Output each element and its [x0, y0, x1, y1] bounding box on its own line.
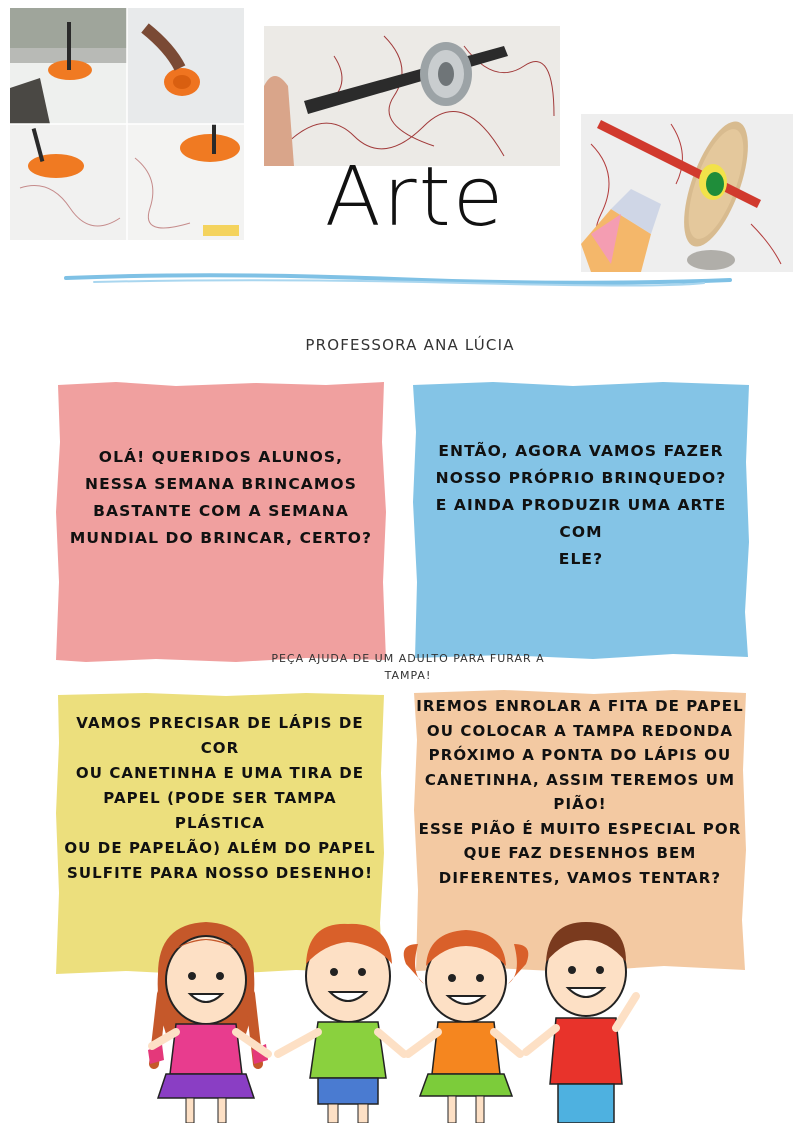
- instructions-text: IREMOS ENROLAR A FITA DE PAPEL OU COLOCAR A TAMPA REDONDA PRÓXIMO A PONTA DO LÁPIS OU CANETINHA, ASSIM TEREMOS UM PIÃO! ESSE PIÃO É MUITO ESPECIAL POR QUE FAZ DESENHOS BEM DIFERENTES, VAMOS TENTAR?: [416, 697, 744, 887]
- pencil-cardboard-disc-photo: [581, 114, 793, 272]
- page-title: Arte: [324, 150, 506, 245]
- materials-text: VAMOS PRECISAR DE LÁPIS DE COR OU CANETINHA E UMA TIRA DE PAPEL (PODE SER TAMPA PLÁSTICA OU DE PAPELÃO) ALÉM DO PAPEL SULFITE PARA NOSSO DESENHO!: [64, 714, 376, 882]
- boy-red-shirt: [526, 922, 636, 1123]
- girl-orange-shirt: [404, 930, 529, 1123]
- pencil-paper-roll-photo: [264, 26, 560, 166]
- title-underline-decoration: [64, 270, 732, 290]
- spinning-top-collage-photo: [10, 8, 244, 240]
- children-holding-hands-illustration: [128, 914, 656, 1123]
- greeting-card: [56, 382, 386, 662]
- question-text: ENTÃO, AGORA VAMOS FAZER NOSSO PRÓPRIO BRINQUEDO? E AINDA PRODUZIR UMA ARTE COM ELE?: [435, 442, 727, 568]
- boy-green-shirt: [278, 924, 404, 1123]
- greeting-text: OLÁ! QUERIDOS ALUNOS, NESSA SEMANA BRINCAMOS BASTANTE COM A SEMANA MUNDIAL DO BRINCAR, CERTO?: [69, 448, 373, 547]
- teacher-name: PROFESSORA ANA LÚCIA: [305, 336, 515, 354]
- question-card: [413, 382, 749, 659]
- girl-pink-dress: [148, 922, 268, 1123]
- adult-help-note: PEÇA AJUDA DE UM ADULTO PARA FURAR A TAMPA!: [271, 652, 545, 682]
